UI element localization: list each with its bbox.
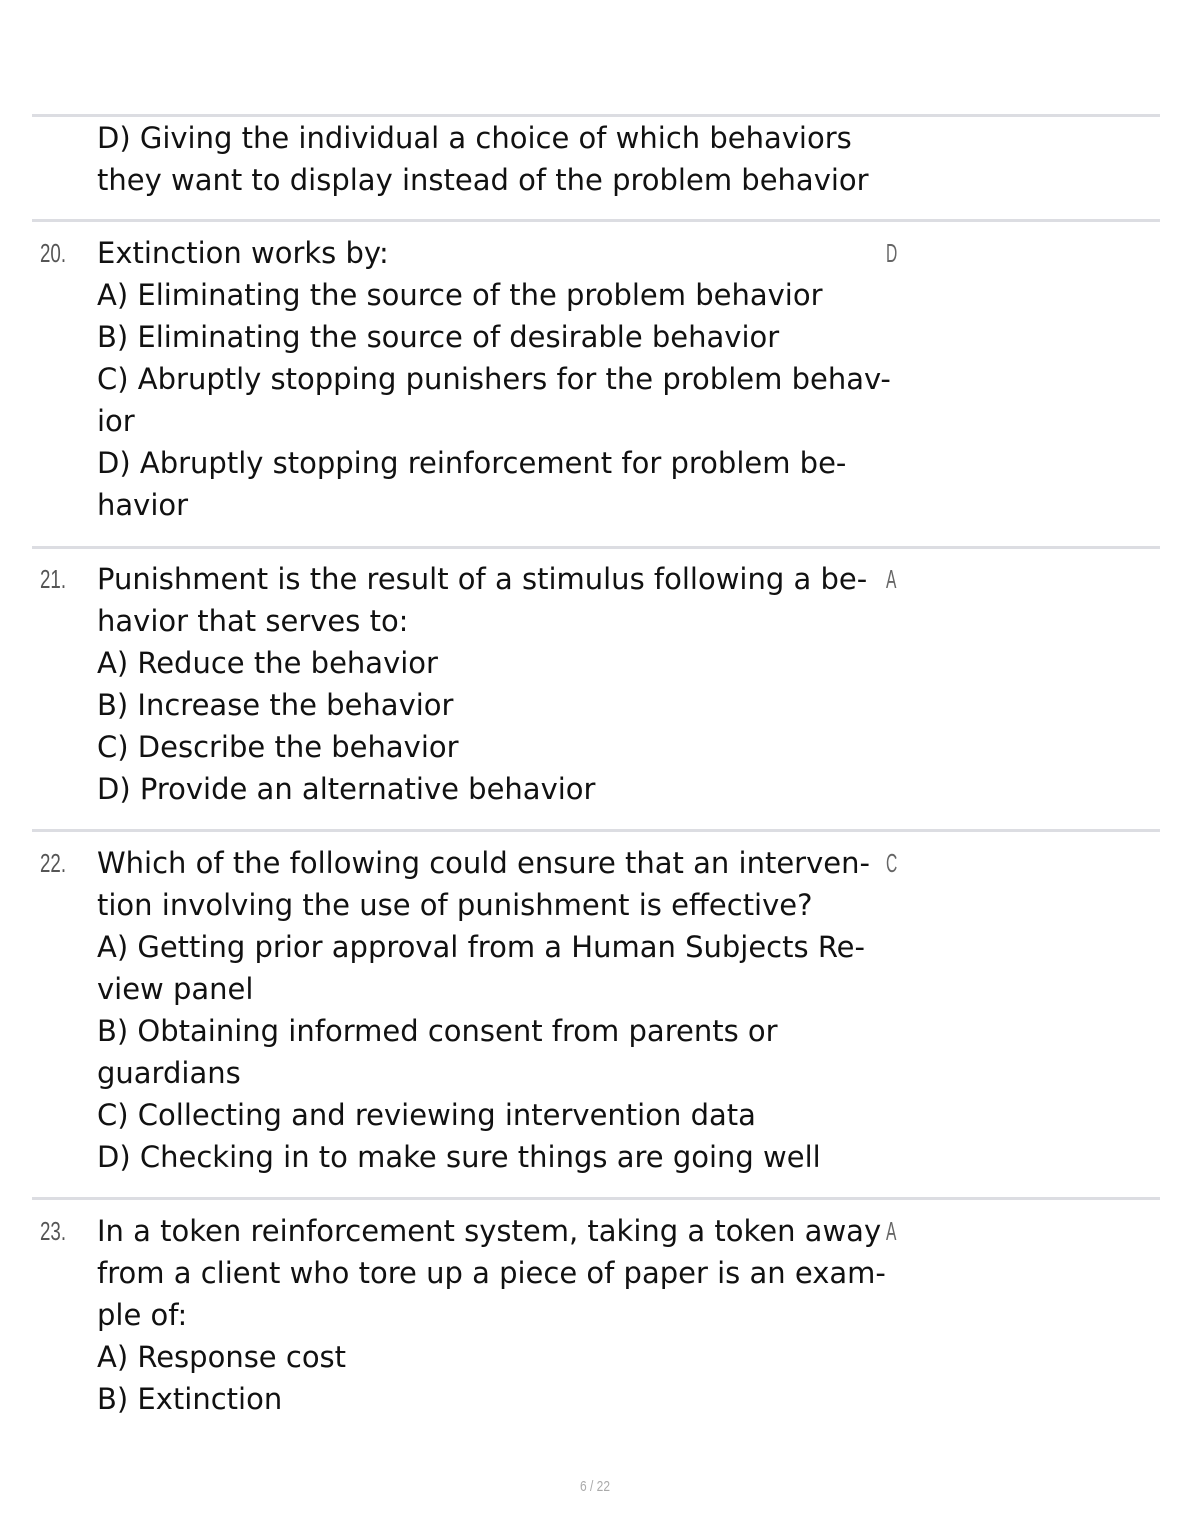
question-body [97, 842, 883, 1178]
question-body [97, 117, 883, 201]
option-a: A) Response cost [97, 1340, 347, 1374]
question-stem-cont: tion involving the use of punishment is effective? [97, 888, 813, 922]
option-c: C) Collecting and reviewing intervention data [97, 1098, 756, 1132]
question-body [97, 232, 891, 526]
option-d-cont: havior [97, 488, 189, 522]
divider [32, 219, 1160, 222]
option-b: B) Increase the behavior [97, 688, 454, 722]
option-a-cont: view panel [97, 972, 254, 1006]
answer-key: A [886, 1216, 897, 1246]
option-c: C) Describe the behavior [97, 730, 459, 764]
option-b: B) Extinction [97, 1382, 283, 1416]
question-body [97, 558, 883, 810]
question-stem-cont: ple of: [97, 1298, 188, 1332]
question-body [97, 1210, 886, 1420]
divider [32, 546, 1160, 549]
option-c-cont: ior [97, 404, 135, 438]
question-stem-cont: from a client who tore up a piece of paper is an exam- [97, 1256, 886, 1290]
answer-key: A [886, 564, 897, 594]
divider [32, 1197, 1160, 1200]
question-number: 23. [40, 1216, 67, 1246]
question-line: they want to display instead of the problem behavior [97, 163, 869, 197]
option-b: B) Eliminating the source of desirable behavior [97, 320, 780, 354]
page-indicator: 6 / 22 [579, 1478, 611, 1495]
option-c: C) Abruptly stopping punishers for the problem behav- [97, 362, 891, 396]
option-d: D) Provide an alternative behavior [97, 772, 596, 806]
option-a: A) Eliminating the source of the problem behavior [97, 278, 823, 312]
question-stem: In a token reinforcement system, taking a token away [97, 1214, 882, 1248]
question-number: 22. [40, 848, 67, 878]
question-number: 20. [40, 238, 67, 268]
answer-key: C [886, 848, 898, 878]
answer-key: D [886, 238, 898, 268]
divider [32, 829, 1160, 832]
question-line: D) Giving the individual a choice of which behaviors [97, 121, 852, 155]
question-stem: Punishment is the result of a stimulus following a be- [97, 562, 868, 596]
option-d: D) Abruptly stopping reinforcement for problem be- [97, 446, 847, 480]
question-stem: Which of the following could ensure that an interven- [97, 846, 870, 880]
question-number: 21. [40, 564, 67, 594]
option-b: B) Obtaining informed consent from parents or [97, 1014, 778, 1048]
option-d: D) Checking in to make sure things are going well [97, 1140, 821, 1174]
question-stem: Extinction works by: [97, 236, 389, 270]
question-stem-cont: havior that serves to: [97, 604, 409, 638]
option-a: A) Reduce the behavior [97, 646, 438, 680]
option-a: A) Getting prior approval from a Human Subjects Re- [97, 930, 865, 964]
option-b-cont: guardians [97, 1056, 241, 1090]
